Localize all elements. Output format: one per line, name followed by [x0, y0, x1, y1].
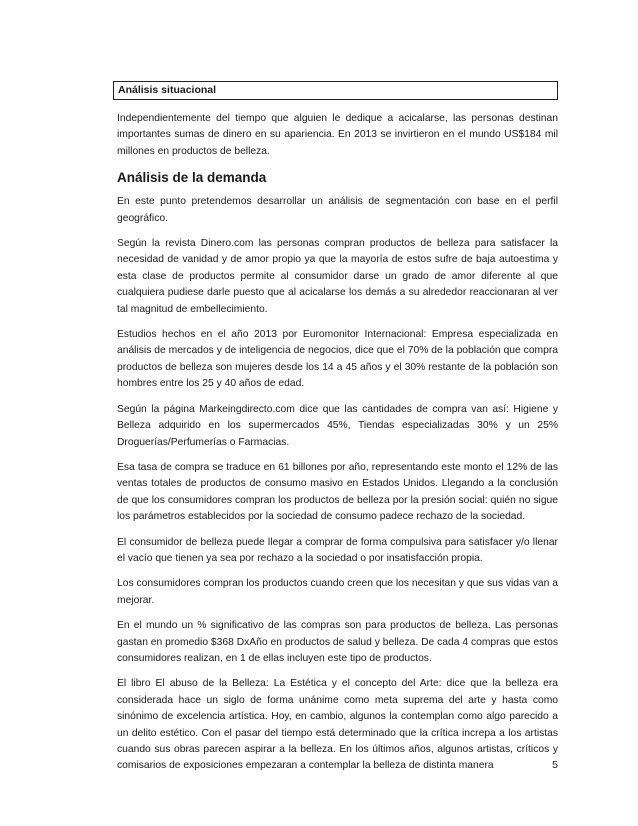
- section-title-analisis-demanda: Análisis de la demanda: [117, 170, 267, 186]
- paragraph-segmentacion: En este punto pretendemos desarrollar un análisis de segmentación con base en el perfil geográfico.: [117, 196, 558, 224]
- paragraph-compran: Los consumidores compran los productos cuando creen que los necesitan y que sus vidas van a mejorar.: [117, 578, 558, 606]
- paragraph-marketing: Según la página Markeingdirecto.com dice que las cantidades de compra van así: Higiene y Belleza adquirido en los supermercados 45%, Tiendas especializadas 30% y un 25% Droguerías/Perfumerías o Farmacias.: [117, 403, 558, 448]
- paragraph-dinero: Según la revista Dinero.com las personas compran productos de belleza para satisfacer la necesidad de vanidad y de amor propio ya que la mayoría de estos sufre de baja autoestima y esta clase de productos permite al consumidor darse un grado de amor diferente al que cualquiera pudiese darle puesto que al acicalarse los demás a su alrededor reaccionaran al ver tal magnitud de embellecimiento.: [117, 238, 558, 315]
- page-number: 5: [552, 759, 558, 771]
- paragraph-euromonitor: Estudios hechos en el año 2013 por Euromonitor Internacional: Empresa especializada en análisis de mercados y de inteligencia de negocios, dice que el 70% de la población que compra productos de belleza son mujeres desde los 14 a 45 años y el 30% restante de la población son hombres entre los 25 y 40 años de edad.: [117, 329, 558, 390]
- intro-paragraph: Independientemente del tiempo que alguien le dedique a acicalarse, las personas destinan importantes sumas de dinero en su apariencia. En 2013 se invirtieron en el mundo US$184 mil millones en productos de belleza.: [117, 113, 558, 157]
- paragraph-porcentaje: En el mundo un % significativo de las compras son para productos de belleza. Las personas gastan en promedio $368 DxAño en productos de salud y belleza. De cada 4 compras que estos consumidores realizan, en 1 de ellas incluyen este tipo de productos.: [117, 620, 558, 664]
- section-title-analisis-situacional: Análisis situacional: [113, 81, 558, 100]
- document-page: [113, 81, 558, 784]
- paragraph-tasa-compra: Esa tasa de compra se traduce en 61 billones por año, representando este monto el 12% de las ventas totales de productos de consumo masivo en Estados Unidos. Llegando a la conclusión de que los consumidores compran los productos de belleza por la presión social: quién no sigue los parámetros establecidos por la sociedad de consumo padece rechazo de la sociedad.: [117, 461, 558, 523]
- paragraph-consumidor: El consumidor de belleza puede llegar a comprar de forma compulsiva para satisfacer y/o llenar el vacío que tienen ya sea por rechazo a la sociedad o por insatisfacción propia.: [117, 536, 558, 564]
- paragraph-libro-belleza: El libro El abuso de la Belleza: La Estética y el concepto del Arte: dice que la belleza era considerada hace un siglo de forma unánime como meta suprema del arte y hasta como sinónimo de excelencia artística. Hoy, en cambio, algunos la contemplan como algo parecido a un delito estético. Con el pasar del tiempo está determinado que la crítica increpa a los artistas cuando sus obras parecen aspirar a la belleza. En los últimos años, algunos artistas, críticos y comisarios de exposiciones empezaran a contemplar la belleza de distinta manera: [117, 678, 558, 772]
